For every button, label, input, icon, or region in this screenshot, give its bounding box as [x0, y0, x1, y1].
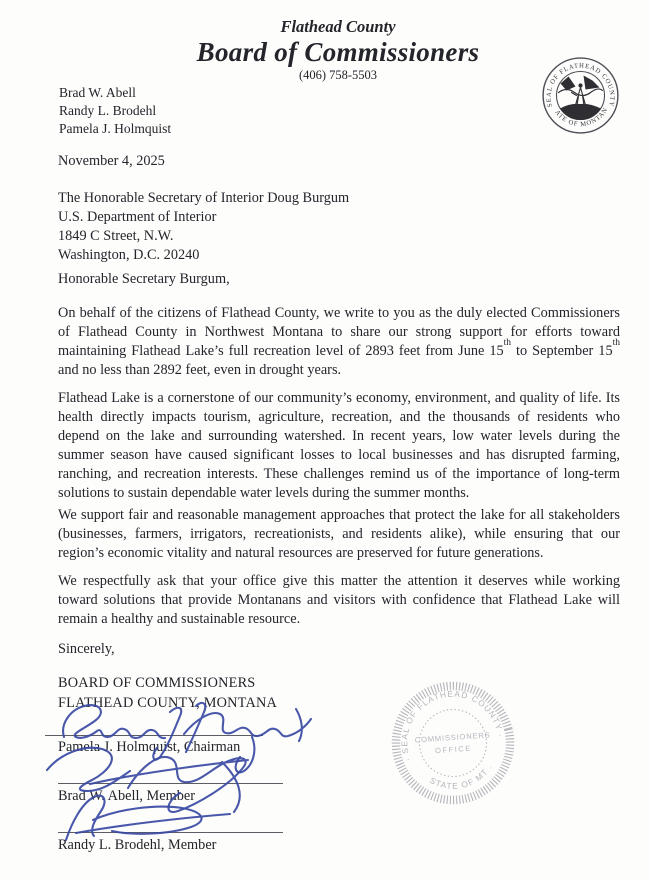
commissioner-name: Randy L. Brodehl: [59, 103, 157, 118]
signer-label-member-1: Brad W. Abell, Member: [58, 788, 195, 804]
org-line: FLATHEAD COUNTY, MONTANA: [58, 694, 278, 711]
recipient-line: 1849 C Street, N.W.: [58, 228, 174, 244]
paragraph-text: and no less than 2892 feet, even in drought years.: [58, 362, 342, 378]
paragraph-management: We support fair and reasonable management approaches that protect the lake for all stakeholders (businesses, farmers, irrigators, recreationists, and residents alike), while ensuring that our region’s economic vitality and natural resources are preserved for future generations.: [58, 507, 620, 561]
letterhead-commissioner-names: [59, 84, 171, 138]
commissioners-office-stamp-icon: [388, 678, 518, 808]
org-block: [58, 674, 620, 713]
letterhead-county: Flathead County: [280, 17, 396, 36]
org-line: BOARD OF COMMISSIONERS: [58, 675, 256, 691]
ordinal-superscript: th: [503, 338, 512, 349]
recipient-line: Washington, D.C. 20240: [58, 247, 200, 263]
stamp-arc-bottom-text: STATE OF MT .: [428, 761, 495, 791]
letterhead-phone: (406) 758-5503: [298, 68, 378, 82]
paragraph-support: [58, 304, 620, 380]
recipient-line: The Honorable Secretary of Interior Doug Burgum: [58, 190, 350, 206]
paragraph-text: On behalf of the citizens of Flathead County, we write to you as the duly elected Commissioners of Flathead County in Northwest Montana to share our strong support for efforts toward maintaining Flathead Lake’s full recreation level of 2893 feet from June 15: [58, 305, 620, 359]
salutation: Honorable Secretary Burgum,: [58, 271, 230, 287]
stamp-center-line1: COMMISSIONERS: [414, 730, 491, 745]
signer-label-member-2: Randy L. Brodehl, Member: [58, 837, 217, 853]
signature-line: [58, 832, 283, 833]
recipient-line: U.S. Department of Interior: [58, 209, 217, 225]
signature-line: [58, 783, 283, 784]
seal-arc-bottom-text: • STATE OF MONTANA •: [553, 90, 610, 129]
ordinal-superscript: th: [612, 338, 620, 349]
stamp-arc-top-text: · SEAL OF FLATHEAD COUNTY ·: [399, 688, 507, 763]
letter-date: November 4, 2025: [58, 153, 165, 169]
recipient-address: [58, 189, 620, 265]
closing: Sincerely,: [58, 641, 115, 657]
seal-arc-top-text: SEAL OF FLATHEAD COUNTY: [545, 62, 616, 108]
paragraph-cornerstone: Flathead Lake is a cornerstone of our community’s economy, environment, and quality of life. Its health directly impacts tourism, agriculture, recreation, and the thousands of residents who depend on the lake and surrounding watershed. In recent years, low water levels during the summer season have caused significant losses to local businesses and has disrupted farming, ranching, and recreation interests. These challenges remind us of the importance of long-term solutions to sustain dependable water levels during the summer months.: [58, 390, 620, 501]
commissioner-name: Pamela J. Holmquist: [59, 121, 172, 136]
paragraph-text: to September 15: [511, 343, 613, 359]
signer-label-chairman: Pamela J. Holmquist, Chairman: [58, 739, 241, 755]
county-seal-icon: [541, 56, 620, 135]
commissioner-name: Brad W. Abell: [59, 85, 136, 100]
seal-ridge-line: [559, 89, 603, 96]
stamp-center-line2: OFFICE: [434, 743, 473, 756]
signature-line: [45, 735, 263, 736]
paragraph-request: We respectfully ask that your office give this matter the attention it deserves while working toward solutions that provide Montanans and visitors with confidence that Flathead Lake will remain a healthy and sustainable resource.: [58, 573, 620, 627]
letterhead-title: Board of Commissioners: [196, 37, 480, 67]
